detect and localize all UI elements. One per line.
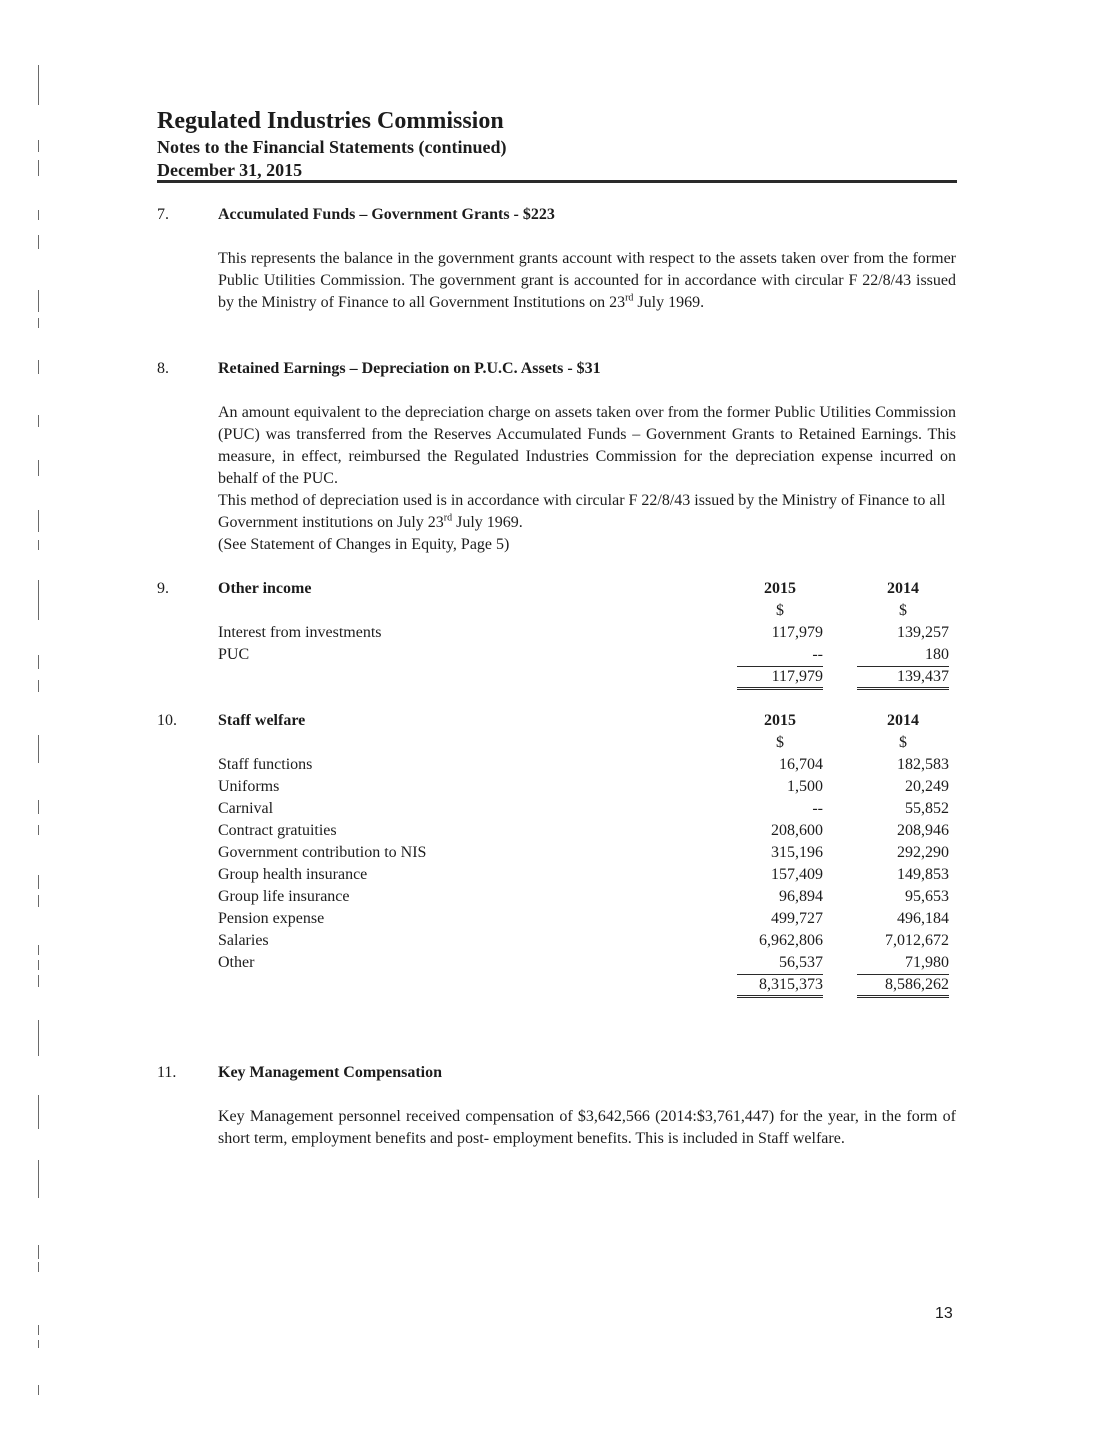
note-body: An amount equivalent to the depreciation charge on assets taken over from the former Public Utilities Commission (PUC) was transferred from the Reserves Accumulated Funds – Government Grants to Retained Earnings. This measure, in effect, reimbursed the Regulated Industries Commission for the depreciation expense incurred on behalf of the PUC. [218,404,956,487]
organization-name: Regulated Industries Commission [157,108,504,134]
value-2015: -- [812,800,823,817]
note-number: 7. [157,206,169,223]
table-row [157,622,957,644]
document-header [157,106,957,182]
row-label: Carnival [218,800,274,817]
value-2014: 20,249 [905,778,949,795]
note-8 [157,360,957,556]
value-2014: 71,980 [905,954,949,971]
value-2014: 496,184 [897,910,949,927]
row-label: Other [218,954,255,971]
currency-symbol: $ [776,734,784,751]
row-label: Contract gratuities [218,822,337,839]
value-2014: 7,012,672 [885,932,949,949]
value-2015: 117,979 [771,624,823,641]
table-row [157,842,957,864]
note-11 [157,1064,957,1150]
note-title: Key Management Compensation [218,1064,442,1081]
header-rule [157,180,957,183]
note-number: 11. [157,1064,177,1081]
row-label: Group life insurance [218,888,350,905]
table-row [157,930,957,952]
total-2014: 139,437 [857,666,949,690]
note-title: Retained Earnings – Depreciation on P.U.C. Assets - $31 [218,360,601,377]
row-label: Interest from investments [218,624,382,641]
currency-symbol: $ [776,602,784,619]
total-row [157,666,957,688]
note-title: Accumulated Funds – Government Grants - $223 [218,206,555,223]
currency-symbol: $ [899,734,907,751]
table-row [157,820,957,842]
column-header-2015: 2015 [764,580,796,597]
currency-symbol: $ [899,602,907,619]
value-2014: 208,946 [897,822,949,839]
value-2015: 208,600 [771,822,823,839]
total-2014: 8,586,262 [857,974,949,998]
column-header-2015: 2015 [764,712,796,729]
row-label: Pension expense [218,910,325,927]
total-2015: 117,979 [737,666,823,690]
row-label: Government contribution to NIS [218,844,427,861]
note-number: 10. [157,712,177,729]
value-2015: 157,409 [771,866,823,883]
value-2015: 96,894 [779,888,823,905]
note-title: Other income [218,580,312,597]
note-number: 9. [157,580,169,597]
note-9-other-income-table [157,578,957,688]
table-row [157,644,957,666]
table-row [157,798,957,820]
note-reference: (See Statement of Changes in Equity, Page 5) [218,536,510,553]
value-2015: 56,537 [779,954,823,971]
value-2015: -- [812,646,823,663]
scan-edge-marks [0,0,60,1432]
row-label: Salaries [218,932,269,949]
table-row [157,886,957,908]
note-title: Staff welfare [218,712,306,729]
value-2014: 182,583 [897,756,949,773]
value-2014: 139,257 [897,624,949,641]
value-2015: 499,727 [771,910,823,927]
value-2015: 16,704 [779,756,823,773]
note-number: 8. [157,360,169,377]
statement-date: December 31, 2015 [157,160,303,180]
value-2015: 315,196 [771,844,823,861]
value-2014: 292,290 [897,844,949,861]
note-10-staff-welfare-table [157,710,957,996]
row-label: Staff functions [218,756,313,773]
document-subtitle: Notes to the Financial Statements (continued) [157,137,507,157]
value-2014: 180 [925,646,949,663]
note-7 [157,206,957,314]
table-row [157,864,957,886]
total-row [157,974,957,996]
value-2015: 1,500 [787,778,823,795]
column-header-2014: 2014 [887,712,919,729]
row-label: PUC [218,646,250,663]
value-2014: 55,852 [905,800,949,817]
note-body: This method of depreciation used is in accordance with circular F 22/8/43 issued by the Ministry of Finance to all Government institutions on July 23rd July 1969. [218,492,946,531]
note-body: This represents the balance in the government grants account with respect to the assets taken over from the former Public Utilities Commission. The government grant is accounted for in accordance with circular F 22/8/43 issued by the Ministry of Finance to all Government Institutions on 23rd July 1969. [218,250,956,311]
value-2015: 6,962,806 [759,932,823,949]
note-body: Key Management personnel received compensation of $3,642,566 (2014:$3,761,447) for the year, in the form of short term, employment benefits and post- employment benefits. This is included in Staff welfare. [218,1108,956,1147]
column-header-2014: 2014 [887,580,919,597]
table-row [157,952,957,974]
total-2015: 8,315,373 [737,974,823,998]
row-label: Uniforms [218,778,280,795]
value-2014: 95,653 [905,888,949,905]
table-row [157,754,957,776]
row-label: Group health insurance [218,866,368,883]
table-row [157,908,957,930]
table-row [157,776,957,798]
value-2014: 149,853 [897,866,949,883]
page-number: 13 [935,1305,953,1322]
